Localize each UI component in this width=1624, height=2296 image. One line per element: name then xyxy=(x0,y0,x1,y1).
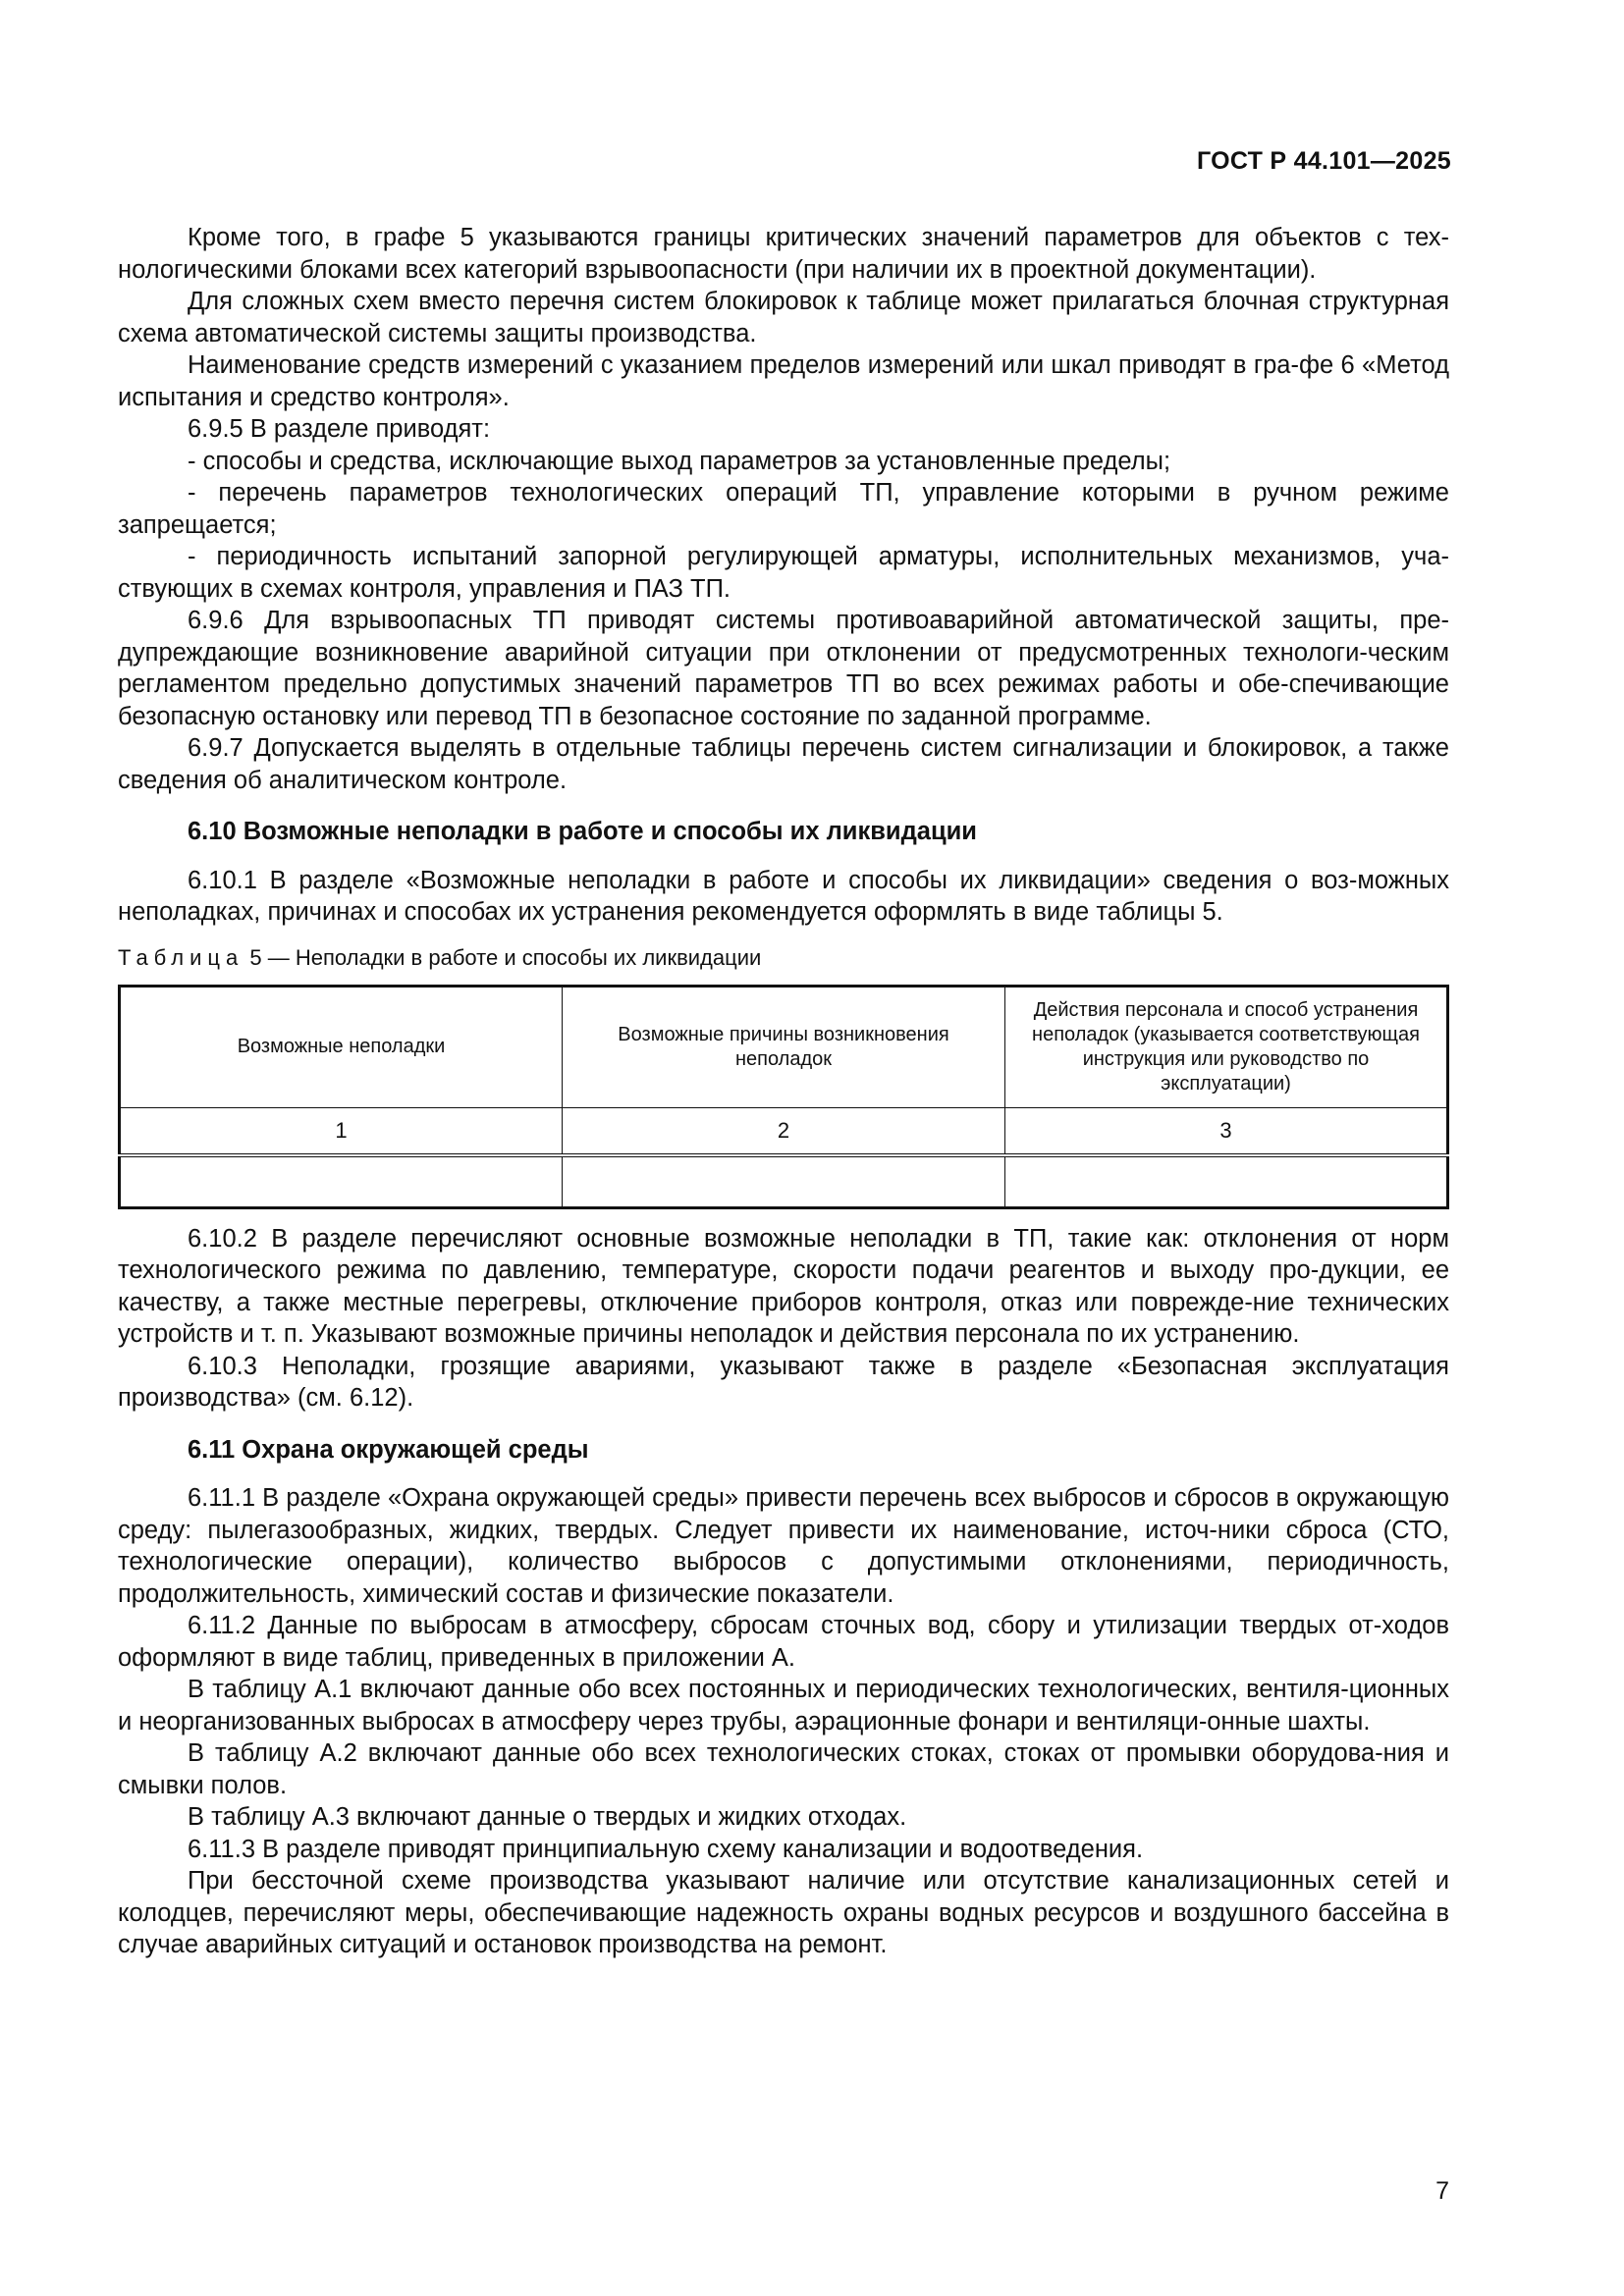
table-caption-label: Таблица xyxy=(118,944,244,970)
paragraph: В таблицу А.3 включают данные о твердых и жидких отходах. xyxy=(188,1803,907,1831)
table-header-cell: Возможные причины возникновения неполадок xyxy=(563,986,1005,1107)
paragraph: 6.11.2 Данные по выбросам в атмосферу, сбросам сточных вод, сбору и утилизации твердых от-ходов оформляют в виде таблиц, приведенных в приложении А. xyxy=(118,1612,1449,1672)
paragraph: 6.11.3 В разделе приводят принципиальную схему канализации и водоотведения. xyxy=(188,1835,1144,1863)
paragraph: Для сложных схем вместо перечня систем блокировок к таблице может прилагаться блочная структурная схема автоматической системы защиты производства. xyxy=(118,288,1449,347)
paragraph: В таблицу А.2 включают данные обо всех технологических стоках, стоках от промывки оборудова-ния и смывки полов. xyxy=(118,1739,1449,1799)
table-header-cell: Возможные неполадки xyxy=(120,986,563,1107)
paragraph: 6.10.3 Неполадки, грозящие авариями, указывают также в разделе «Безопасная эксплуатация производства» (см. 6.12). xyxy=(118,1352,1449,1412)
paragraph: В таблицу А.1 включают данные обо всех постоянных и периодических технологических, вентиля-ционных и неорганизованных выбросах в атмосферу через трубы, аэрационные фонари и вентиляци-онные шахты. xyxy=(118,1676,1449,1735)
paragraph: 6.9.6 Для взрывоопасных ТП приводят системы противоаварийной автоматической защиты, пре-дупреждающие возникновение аварийной ситуации при отклонении от предусмотренных технологи-ческим регламентом предельно допустимых значений параметров ТП во всех режимах работы и обе-спечивающие безопасную остановку или перевод ТП в безопасное состояние по заданной программе. xyxy=(118,607,1449,730)
table-column-number: 1 xyxy=(120,1107,563,1155)
table-row xyxy=(120,1155,1448,1208)
paragraph: 6.10.2 В разделе перечисляют основные возможные неполадки в ТП, такие как: отклонения от норм технологического режима по давлению, температуре, скорости подачи реагентов и выходу про-дукции, ее качеству, а также местные перегревы, отключение приборов контроля, отказ или поврежде-ние технических устройств и т. п. Указывают возможные причины неполадок и действия персонала по их устранению. xyxy=(118,1224,1449,1348)
table-header-row xyxy=(120,986,1448,1107)
section-heading-6-11: 6.11 Охрана окружающей среды xyxy=(188,1435,589,1464)
list-item: - периодичность испытаний запорной регулирующей арматуры, исполнительных механизмов, уча-ствующих в схемах контроля, управления и ПАЗ ТП. xyxy=(118,543,1449,603)
table-column-numbers-row xyxy=(120,1107,1448,1155)
paragraph: 6.9.7 Допускается выделять в отдельные таблицы перечень систем сигнализации и блокировок, а также сведения об аналитическом контроле. xyxy=(118,734,1449,794)
table-cell xyxy=(1005,1155,1448,1208)
document-id-header: ГОСТ Р 44.101—2025 xyxy=(1196,147,1451,175)
table-caption-title: 5 — Неполадки в работе и способы их ликвидации xyxy=(244,944,762,970)
table-header-cell: Действия персонала и способ устранения неполадок (указывается соответствующая инструкция или руководство по эксплуатации) xyxy=(1005,986,1448,1107)
table-cell xyxy=(120,1155,563,1208)
table-caption xyxy=(118,945,1449,971)
list-item: - перечень параметров технологических операций ТП, управление которыми в ручном режиме запрещается; xyxy=(118,479,1449,539)
paragraph: 6.11.1 В разделе «Охрана окружающей среды» привести перечень всех выбросов и сбросов в окружающую среду: пылегазообразных, жидких, твердых. Следует привести их наименование, источ-ники сброса (СТО, технологические операции), количество выбросов с допустимыми отклонениями, периодичность, продолжительность, химический состав и физические показатели. xyxy=(118,1484,1449,1608)
page-content xyxy=(118,222,1449,1961)
list-item: - способы и средства, исключающие выход параметров за установленные пределы; xyxy=(188,447,1171,475)
table-5 xyxy=(118,985,1449,1209)
table-column-number: 3 xyxy=(1005,1107,1448,1155)
paragraph: 6.10.1 В разделе «Возможные неполадки в работе и способы их ликвидации» сведения о воз-можных неполадках, причинах и способах их устранения рекомендуется оформлять в виде таблицы 5. xyxy=(118,866,1449,926)
paragraph: 6.9.5 В разделе приводят: xyxy=(188,415,491,443)
paragraph: Наименование средств измерений с указанием пределов измерений или шкал приводят в гра-фе 6 «Метод испытания и средство контроля». xyxy=(118,351,1449,411)
paragraph: Кроме того, в графе 5 указываются границы критических значений параметров для объектов с тех-нологическими блоками всех категорий взрывоопасности (при наличии их в проектной документации). xyxy=(118,224,1449,284)
paragraph: При бессточной схеме производства указывают наличие или отсутствие канализационных сетей и колодцев, перечисляют меры, обеспечивающие надежность охраны водных ресурсов и воздушного бассейна в случае аварийных ситуаций и остановок производства на ремонт. xyxy=(118,1867,1449,1958)
table-cell xyxy=(563,1155,1005,1208)
section-heading-6-10: 6.10 Возможные неполадки в работе и способы их ликвидации xyxy=(188,818,977,845)
page-number: 7 xyxy=(1435,2177,1449,2205)
table-column-number: 2 xyxy=(563,1107,1005,1155)
